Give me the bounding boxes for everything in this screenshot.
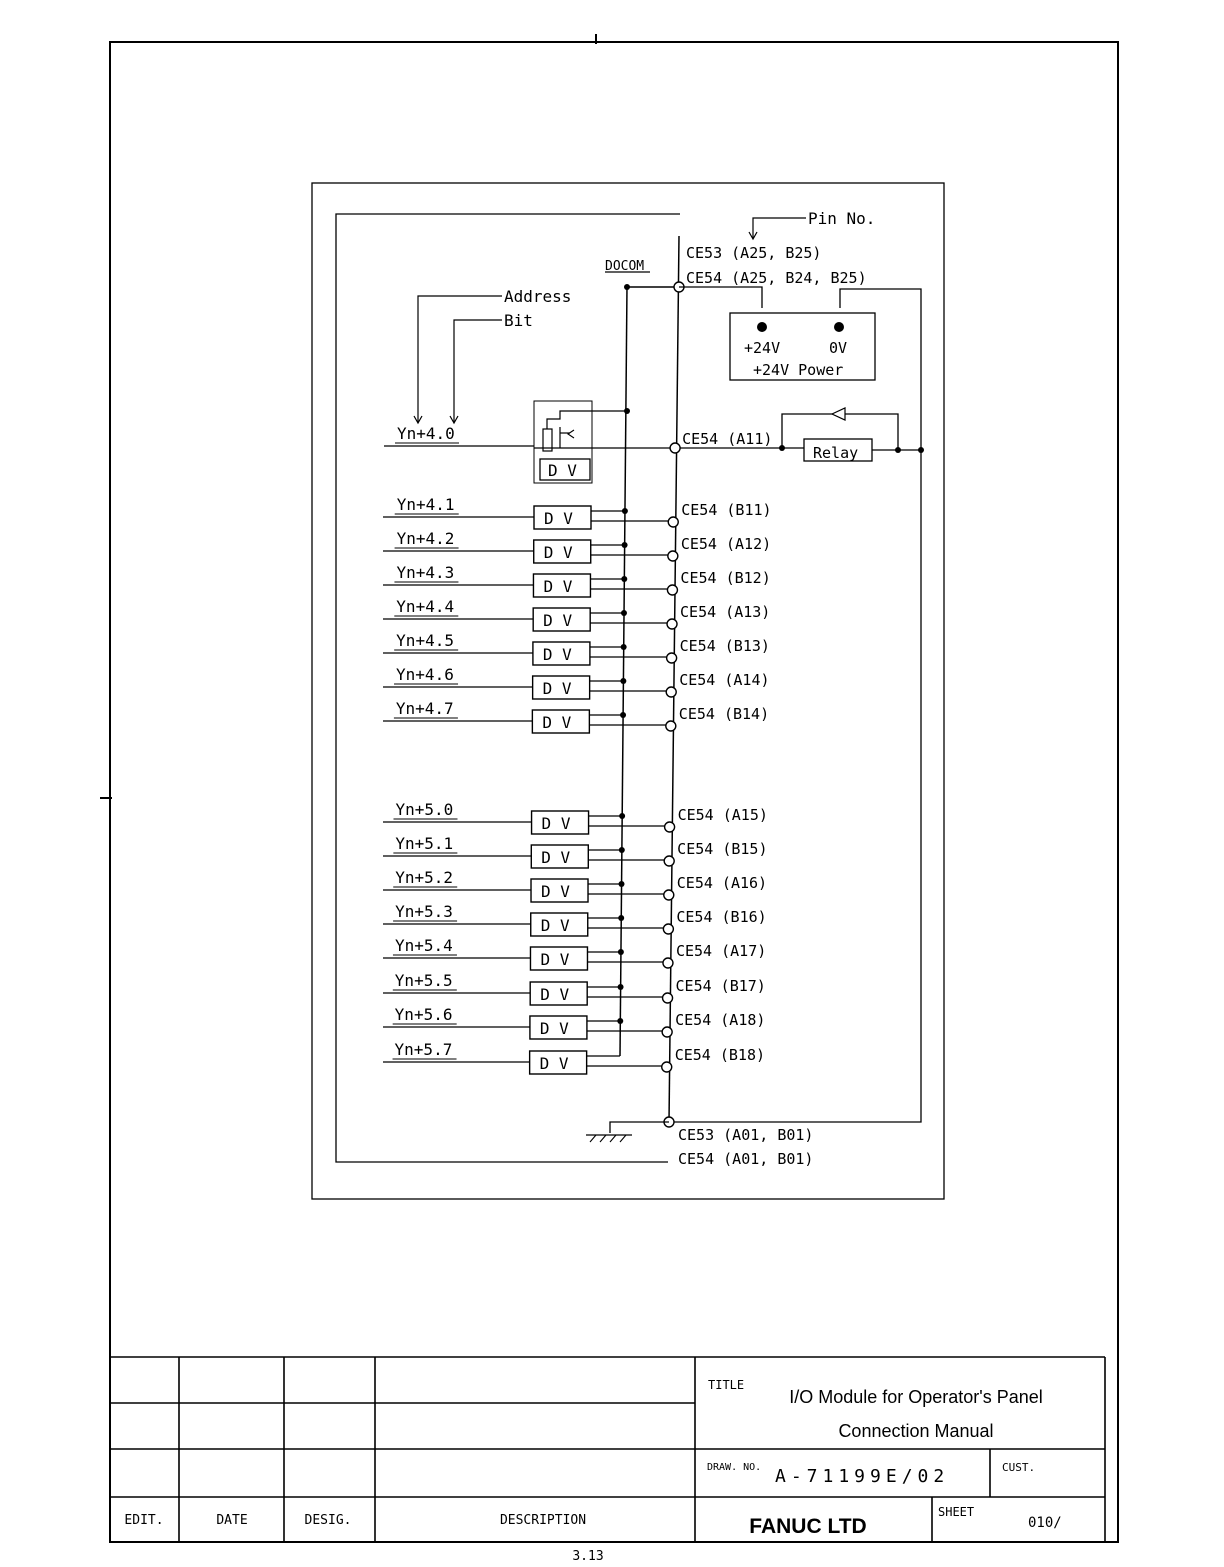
ground-hatch-2 [600, 1135, 606, 1142]
docom-dot-6 [620, 678, 626, 684]
docom-dot-2 [622, 542, 628, 548]
docom-node [624, 284, 630, 290]
driver-label-4: D V [543, 611, 573, 630]
docom-bus-line [620, 286, 627, 1056]
signal-label-12: Yn+5.4 [394, 936, 453, 955]
pin-label-11: CE54 (B16) [676, 908, 767, 926]
bottom-pin-ce53: CE53 (A01, B01) [678, 1126, 814, 1144]
bottom-pin-ce54: CE54 (A01, B01) [678, 1150, 814, 1168]
driver-label-10: D V [541, 882, 570, 901]
pin-circle-12 [663, 958, 673, 968]
driver-label-14: D V [539, 1019, 569, 1038]
docom-dot-1 [622, 508, 628, 514]
driver-label-2: D V [543, 543, 573, 562]
transistor-arrow [568, 430, 574, 438]
output-rows [383, 424, 772, 1074]
driver-label-9: D V [541, 848, 571, 867]
driver-detail-label: D V [548, 461, 577, 480]
driver-label-7: D V [542, 713, 572, 732]
pin-circle-5 [667, 653, 677, 663]
page-number: 3.13 [572, 1549, 604, 1564]
docom-dot-4 [621, 610, 627, 616]
detail-docom-node [624, 408, 630, 414]
pin-label-1: CE54 (B11) [681, 501, 772, 519]
col-desig: DESIG. [304, 1513, 352, 1528]
pin-circle-14 [662, 1027, 672, 1037]
pin-circle-3 [667, 585, 677, 595]
transistor-collector [547, 411, 627, 429]
zero-v-terminal [834, 322, 844, 332]
ground-hatch-4 [620, 1135, 626, 1142]
pin-label-2: CE54 (A12) [680, 535, 772, 553]
docom-dot-5 [621, 644, 627, 650]
signal-label-8: Yn+5.0 [395, 800, 454, 819]
col-edit: EDIT. [124, 1513, 164, 1528]
pin-circle-6 [666, 687, 676, 697]
signal-label-7: Yn+4.7 [395, 699, 454, 718]
driver-label-1: D V [544, 509, 573, 528]
pin-label-4: CE54 (A13) [680, 603, 771, 621]
signal-label-5: Yn+4.5 [396, 631, 454, 650]
ground-wire [610, 1122, 669, 1133]
pin-circle-4 [667, 619, 677, 629]
bit-label: Bit [504, 311, 533, 330]
sheet-number: 010/ [1028, 1515, 1062, 1531]
company-name: FANUC LTD [749, 1515, 867, 1538]
pin-label-0: CE54 (A11) [682, 430, 773, 448]
col-description: DESCRIPTION [499, 1513, 587, 1528]
relay-node-c [918, 447, 924, 453]
docom-dot-11 [618, 915, 624, 921]
draw-no-tag: DRAW. NO. [707, 1462, 762, 1473]
pin-label-8: CE54 (A15) [677, 806, 768, 824]
pin-label-13: CE54 (B17) [675, 977, 766, 995]
draw-no: A-71199E/02 [775, 1466, 950, 1487]
pin-label-14: CE54 (A18) [675, 1011, 766, 1029]
driver-label-11: D V [540, 916, 570, 935]
signal-label-11: Yn+5.3 [395, 902, 453, 921]
docom-dot-14 [617, 1018, 623, 1024]
plus24v-terminal [757, 322, 767, 332]
pin-label-15: CE54 (B18) [674, 1046, 766, 1064]
pin-label-12: CE54 (A17) [675, 942, 767, 960]
pin-circle-8 [665, 822, 675, 832]
docom-dot-12 [618, 949, 624, 955]
power-caption: +24V Power [753, 361, 844, 379]
docom-dot-8 [619, 813, 625, 819]
zero-v-label: 0V [829, 339, 848, 357]
driver-label-15: D V [539, 1054, 569, 1073]
pin-label-9: CE54 (B15) [677, 840, 768, 858]
pin-circle-0 [670, 443, 680, 453]
pin-circle-7 [666, 721, 676, 731]
driver-label-6: D V [542, 679, 572, 698]
signal-label-6: Yn+4.6 [396, 665, 454, 684]
pin-no-label: Pin No. [808, 209, 876, 228]
signal-label-3: Yn+4.3 [396, 563, 455, 582]
signal-label-15: Yn+5.7 [394, 1040, 453, 1059]
pin-circle-15 [662, 1062, 672, 1072]
title-line-2: Connection Manual [838, 1421, 994, 1441]
driver-label-12: D V [540, 950, 570, 969]
pin-label-3: CE54 (B12) [680, 569, 771, 587]
driver-label-13: D V [540, 985, 570, 1004]
pin-circle-13 [663, 993, 673, 1003]
ce54-top-label: CE54 (A25, B24, B25) [686, 269, 867, 287]
pin-label-5: CE54 (B13) [679, 637, 770, 655]
plus24v-label: +24V [744, 339, 781, 357]
pin-label-6: CE54 (A14) [679, 671, 770, 689]
pin-circle-1 [668, 517, 678, 527]
driver-label-5: D V [542, 645, 572, 664]
title-line-1: I/O Module for Operator's Panel [789, 1387, 1043, 1407]
bit-leader [454, 320, 502, 422]
signal-label-2: Yn+4.2 [396, 529, 455, 548]
sheet-tag: SHEET [938, 1505, 975, 1519]
flyback-diode [832, 408, 845, 420]
docom-dot-3 [621, 576, 627, 582]
wire-24v [679, 287, 762, 308]
signal-label-10: Yn+5.2 [395, 868, 454, 887]
signal-label-4: Yn+4.4 [396, 597, 455, 616]
module-outline [336, 214, 680, 1162]
signal-label-1: Yn+4.1 [396, 495, 455, 514]
ce53-top-label: CE53 (A25, B25) [686, 244, 822, 262]
docom-dot-7 [620, 712, 626, 718]
signal-label-14: Yn+5.6 [394, 1005, 453, 1024]
ground-hatch-3 [610, 1135, 616, 1142]
signal-label-0: Yn+4.0 [397, 424, 455, 443]
signal-label-13: Yn+5.5 [394, 971, 453, 990]
docom-label: DOCOM [605, 259, 645, 274]
docom-dot-10 [619, 881, 625, 887]
pin-circle-10 [664, 890, 674, 900]
docom-dot-13 [618, 984, 624, 990]
title-tag: TITLE [708, 1378, 745, 1392]
pin-label-10: CE54 (A16) [676, 874, 768, 892]
address-label: Address [504, 287, 572, 306]
docom-dot-9 [619, 847, 625, 853]
address-leader [418, 296, 502, 422]
relay-label: Relay [813, 444, 859, 462]
pin-circle-11 [663, 924, 673, 934]
pin-label-7: CE54 (B14) [678, 705, 770, 723]
pin-no-leader [753, 218, 806, 238]
pin-circle-2 [668, 551, 678, 561]
cust-tag: CUST. [1002, 1461, 1036, 1474]
driver-label-8: D V [541, 814, 571, 833]
pin-circle-9 [664, 856, 674, 866]
col-date: DATE [216, 1513, 248, 1528]
ground-hatch-1 [590, 1135, 596, 1142]
signal-label-9: Yn+5.1 [395, 834, 454, 853]
driver-label-3: D V [543, 577, 573, 596]
